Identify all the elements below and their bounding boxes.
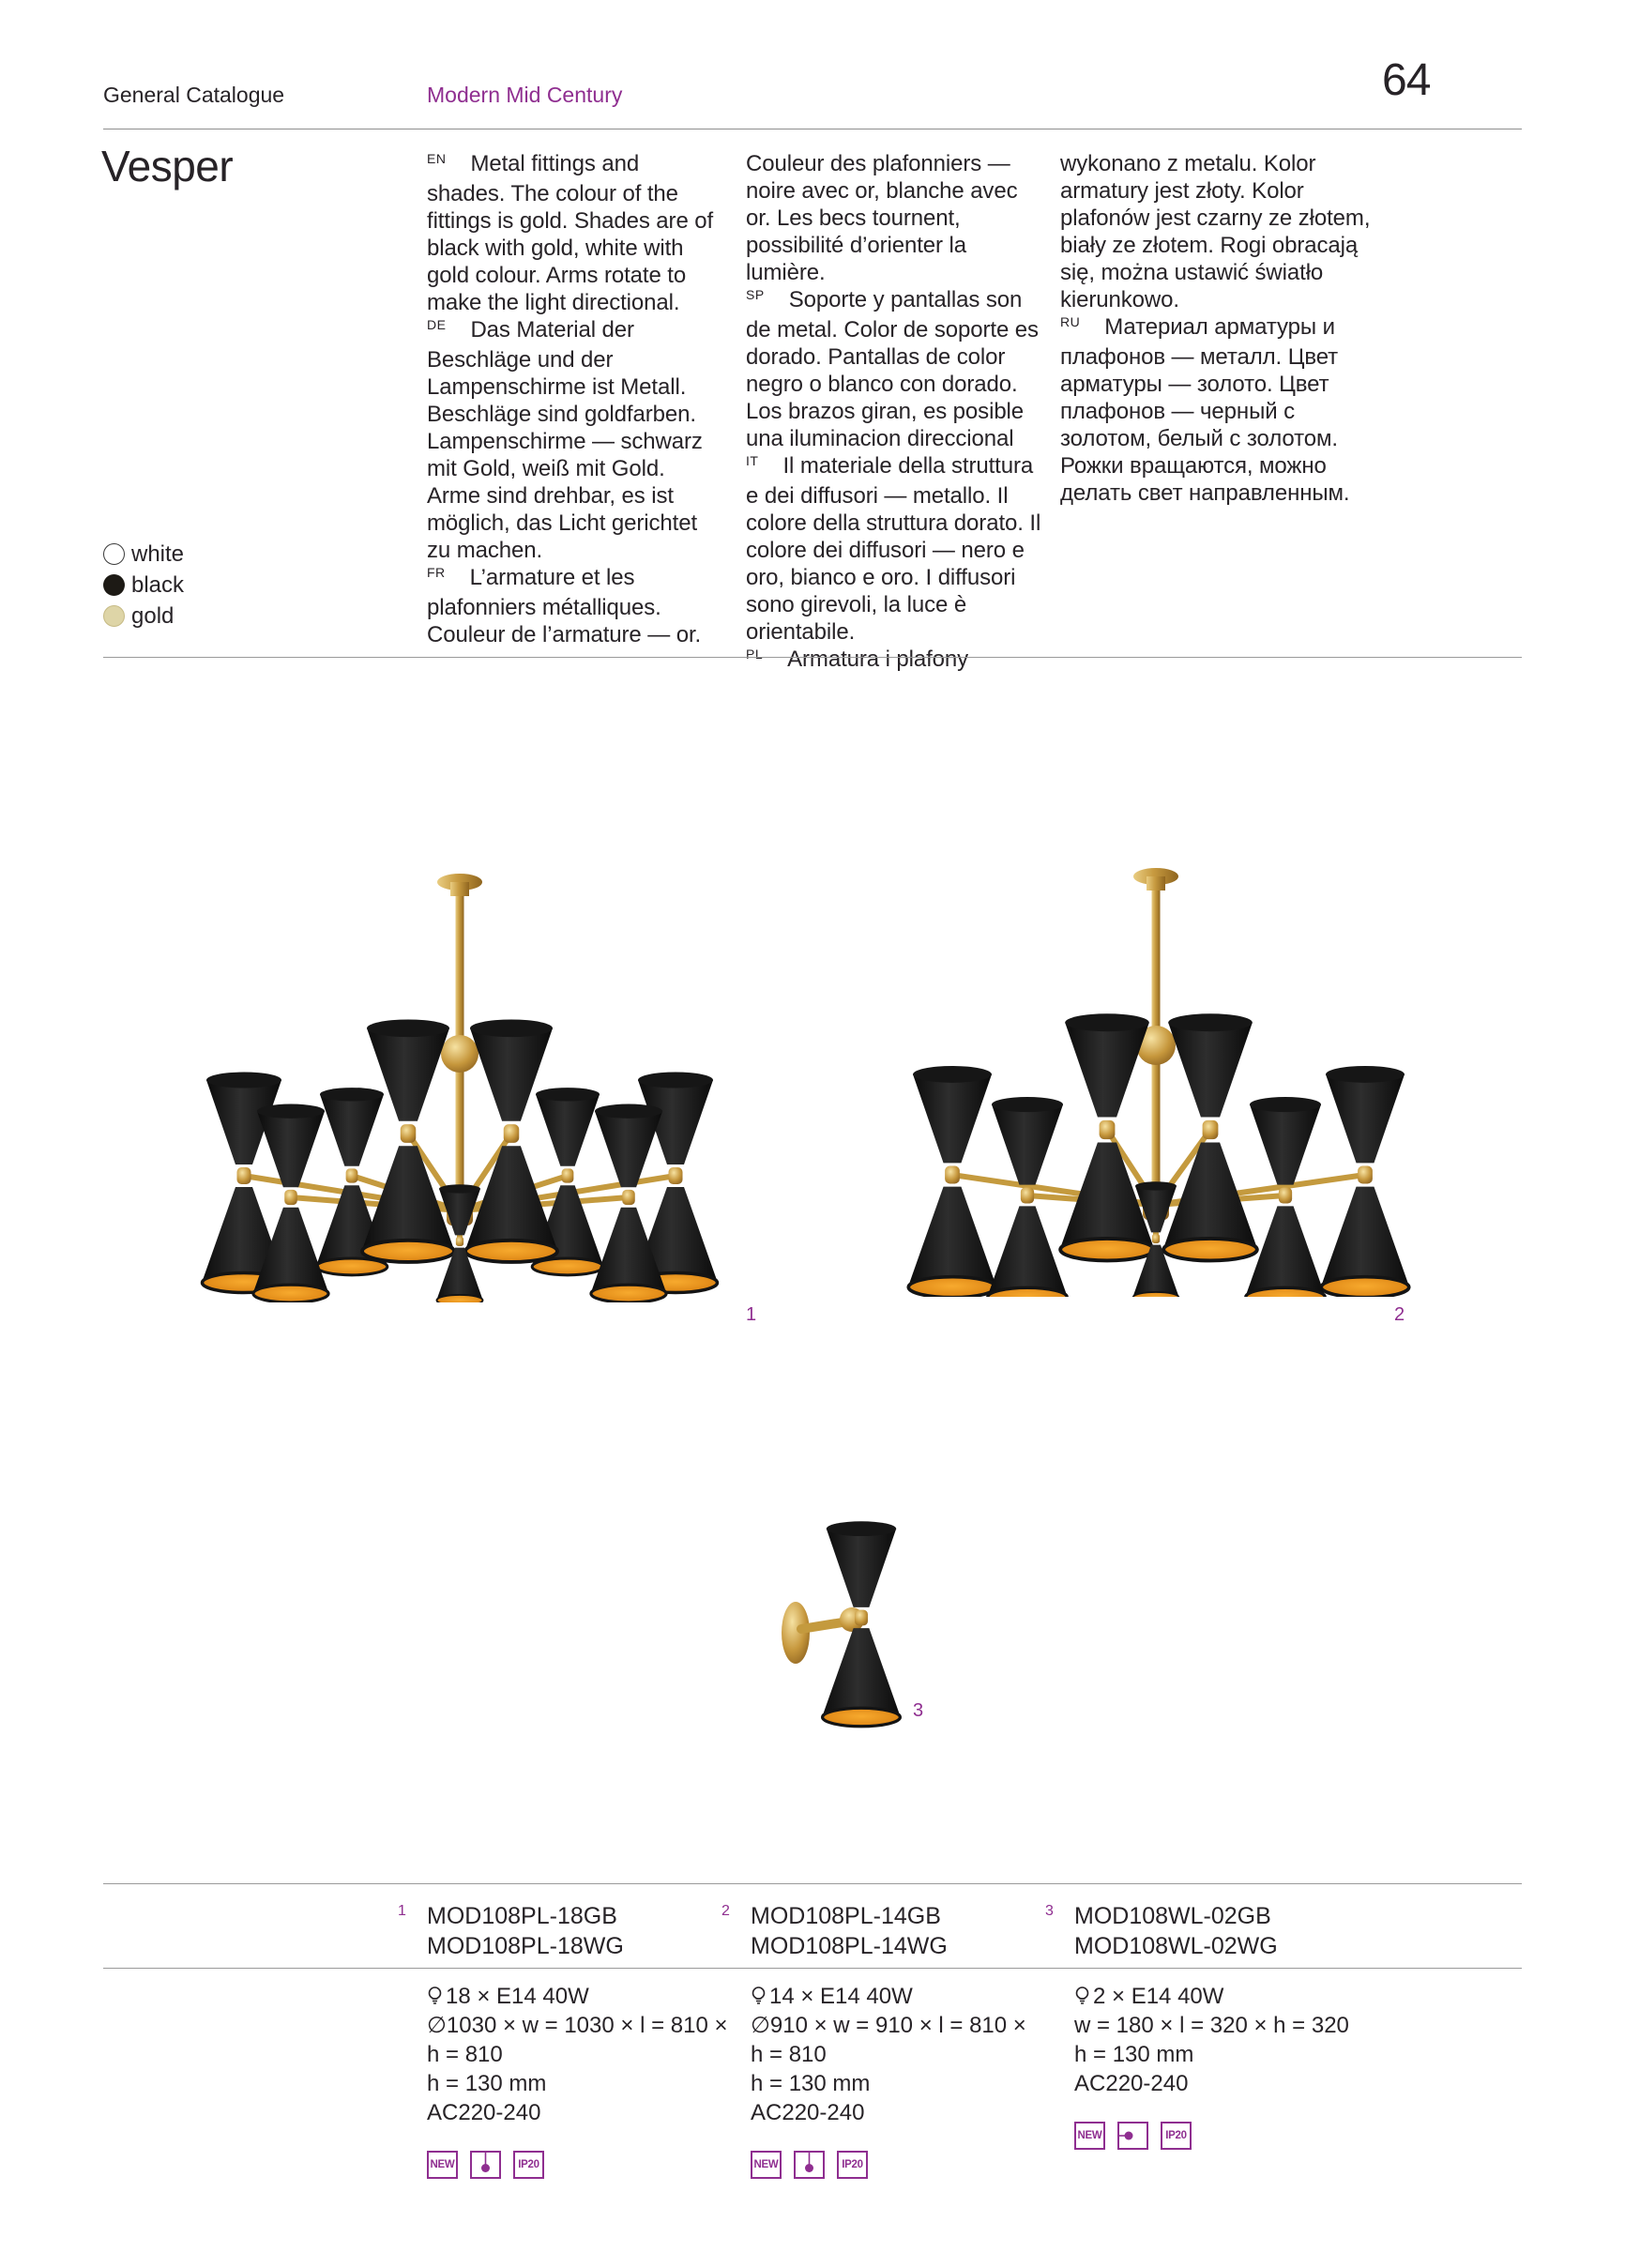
product-codes-3 xyxy=(1074,1901,1278,1961)
description-paragraph: $^{SP}$ Soporte y pantallas son de metal. Color de soporte es dorado. Pantallas de color negro o blanco con dorado. Los brazos giran, es posible una iluminacion direccional xyxy=(746,287,1039,451)
dimension-spec: h = 130 mm xyxy=(751,2071,871,2096)
item-number-3: 3 xyxy=(1045,1903,1054,1919)
lang-code: EN xyxy=(427,151,447,166)
pendant-lamp-icon xyxy=(794,2151,825,2179)
black-swatch xyxy=(103,574,125,596)
chandelier-14-light-image xyxy=(891,818,1464,1297)
specs-2 xyxy=(751,1982,1026,2127)
swatch-row-white xyxy=(103,539,184,570)
voltage-spec: AC220-240 xyxy=(751,2100,865,2125)
dimension-spec: h = 810 xyxy=(427,2042,503,2067)
swatch-label: black xyxy=(131,571,185,598)
badges-1 xyxy=(427,2151,556,2179)
section-divider xyxy=(103,657,1522,658)
swatch-row-gold xyxy=(103,601,184,632)
product-code: MOD108PL-18WG xyxy=(427,1933,624,1959)
chandelier-18-light-image xyxy=(178,824,751,1302)
dimension-spec: ∅1030 × w = 1030 × l = 810 × xyxy=(427,2013,728,2038)
gold-swatch xyxy=(103,605,125,627)
specs-3 xyxy=(1074,1982,1349,2098)
lang-code: IT xyxy=(746,453,759,468)
description-paragraph: $^{PL}$ Armatura i plafony xyxy=(746,647,969,672)
bulb-icon xyxy=(751,1986,767,2008)
ip-badge: IP20 xyxy=(513,2151,544,2179)
item-number-1: 1 xyxy=(398,1903,406,1919)
product-code: MOD108PL-14WG xyxy=(751,1933,948,1959)
white-swatch xyxy=(103,543,125,565)
figure-number-2: 2 xyxy=(1394,1304,1405,1325)
specs-1 xyxy=(427,1982,727,2127)
new-badge: NEW xyxy=(427,2151,458,2179)
ip-badge: IP20 xyxy=(837,2151,868,2179)
description-paragraph: $^{EN}$ Metal fittings and shades. The colour of the fittings is gold. Shades are of black with gold, white with gold colour. Arms rotate to make the light directional. xyxy=(427,151,714,315)
voltage-spec: AC220-240 xyxy=(1074,2071,1189,2096)
swatch-label: gold xyxy=(131,602,175,629)
product-code: MOD108PL-14GB xyxy=(751,1903,941,1929)
new-badge: NEW xyxy=(751,2151,782,2179)
product-codes-2 xyxy=(751,1901,948,1961)
dimension-spec: h = 810 xyxy=(751,2042,827,2067)
lamps-spec: 14 × E14 40W xyxy=(751,1982,1026,2011)
product-code: MOD108PL-18GB xyxy=(427,1903,617,1929)
color-swatches xyxy=(103,539,184,632)
swatch-row-black xyxy=(103,570,184,601)
description-paragraph: $^{RU}$ Материал арматуры и плафонов — металл. Цвет арматуры — золото. Цвет плафонов — черный с золотом, белый с золотом. Рожки вращаются, можно делать свет направленным. xyxy=(1060,314,1350,506)
description-column-1 xyxy=(427,150,716,648)
description-paragraph: Couleur des plafonniers — noire avec or, blanche avec or. Les becs tournent, possibilité d’orienter la lumière. xyxy=(746,151,1018,285)
dimension-spec: ∅910 × w = 910 × l = 810 × xyxy=(751,2013,1026,2038)
lang-code: PL xyxy=(746,647,764,662)
wall-lamp-icon xyxy=(1117,2122,1148,2150)
description-paragraph: $^{FR}$ L’armature et les plafonniers métalliques. Couleur de l’armature — or. xyxy=(427,565,702,647)
lamps-spec: 2 × E14 40W xyxy=(1074,1982,1349,2011)
voltage-spec: AC220-240 xyxy=(427,2100,541,2125)
product-code: MOD108WL-02GB xyxy=(1074,1903,1271,1929)
description-column-3 xyxy=(1060,150,1375,507)
product-code: MOD108WL-02WG xyxy=(1074,1933,1278,1959)
pendant-lamp-icon xyxy=(470,2151,501,2179)
item-number-2: 2 xyxy=(721,1903,730,1919)
description-paragraph: $^{DE}$ Das Material der Beschläge und der Lampenschirme ist Metall. Beschläge sind goldfarben. Lampenschirme — schwarz mit Gold, weiß mit Gold. Arme sind drehbar, es ist möglich, das Licht gerichtet zu machen. xyxy=(427,317,703,563)
catalogue-name: General Catalogue xyxy=(103,83,285,107)
bulb-icon xyxy=(1074,1986,1090,2008)
swatch-label: white xyxy=(131,540,185,567)
description-paragraph: wykonano z metalu. Kolor armatury jest złoty. Kolor plafonów jest czarny ze złotem, biały ze złotem. Rogi obracają się, można ustawić światło kierunkowo. xyxy=(1060,151,1371,312)
product-title: Vesper xyxy=(101,142,234,190)
description-column-2 xyxy=(746,150,1042,676)
badges-2 xyxy=(751,2151,880,2179)
lang-code: RU xyxy=(1060,314,1081,329)
table-divider-top xyxy=(103,1883,1522,1884)
section-name: Modern Mid Century xyxy=(427,83,623,107)
dimension-spec: h = 130 mm xyxy=(427,2071,547,2096)
lamps-spec: 18 × E14 40W xyxy=(427,1982,727,2011)
dimension-spec: w = 180 × l = 320 × h = 320 xyxy=(1074,2013,1349,2038)
figure-number-3: 3 xyxy=(913,1700,924,1721)
table-divider-mid xyxy=(103,1968,1522,1969)
dimension-spec: h = 130 mm xyxy=(1074,2042,1194,2067)
figure-number-1: 1 xyxy=(746,1304,757,1325)
lang-code: DE xyxy=(427,317,447,332)
lang-code: FR xyxy=(427,565,446,580)
product-codes-1 xyxy=(427,1901,624,1961)
page-number: 64 xyxy=(1382,55,1431,105)
bulb-icon xyxy=(427,1986,443,2008)
wall-lamp-image xyxy=(771,1513,931,1728)
ip-badge: IP20 xyxy=(1161,2122,1192,2150)
new-badge: NEW xyxy=(1074,2122,1105,2150)
badges-3 xyxy=(1074,2122,1204,2150)
lang-code: SP xyxy=(746,287,765,302)
description-paragraph: $^{IT}$ Il materiale della struttura e dei diffusori — metallo. Il colore della struttura dorato. Il colore dei diffusori — nero e oro, bianco e oro. I diffusori sono girevoli, la luce è orientabile. xyxy=(746,453,1041,645)
